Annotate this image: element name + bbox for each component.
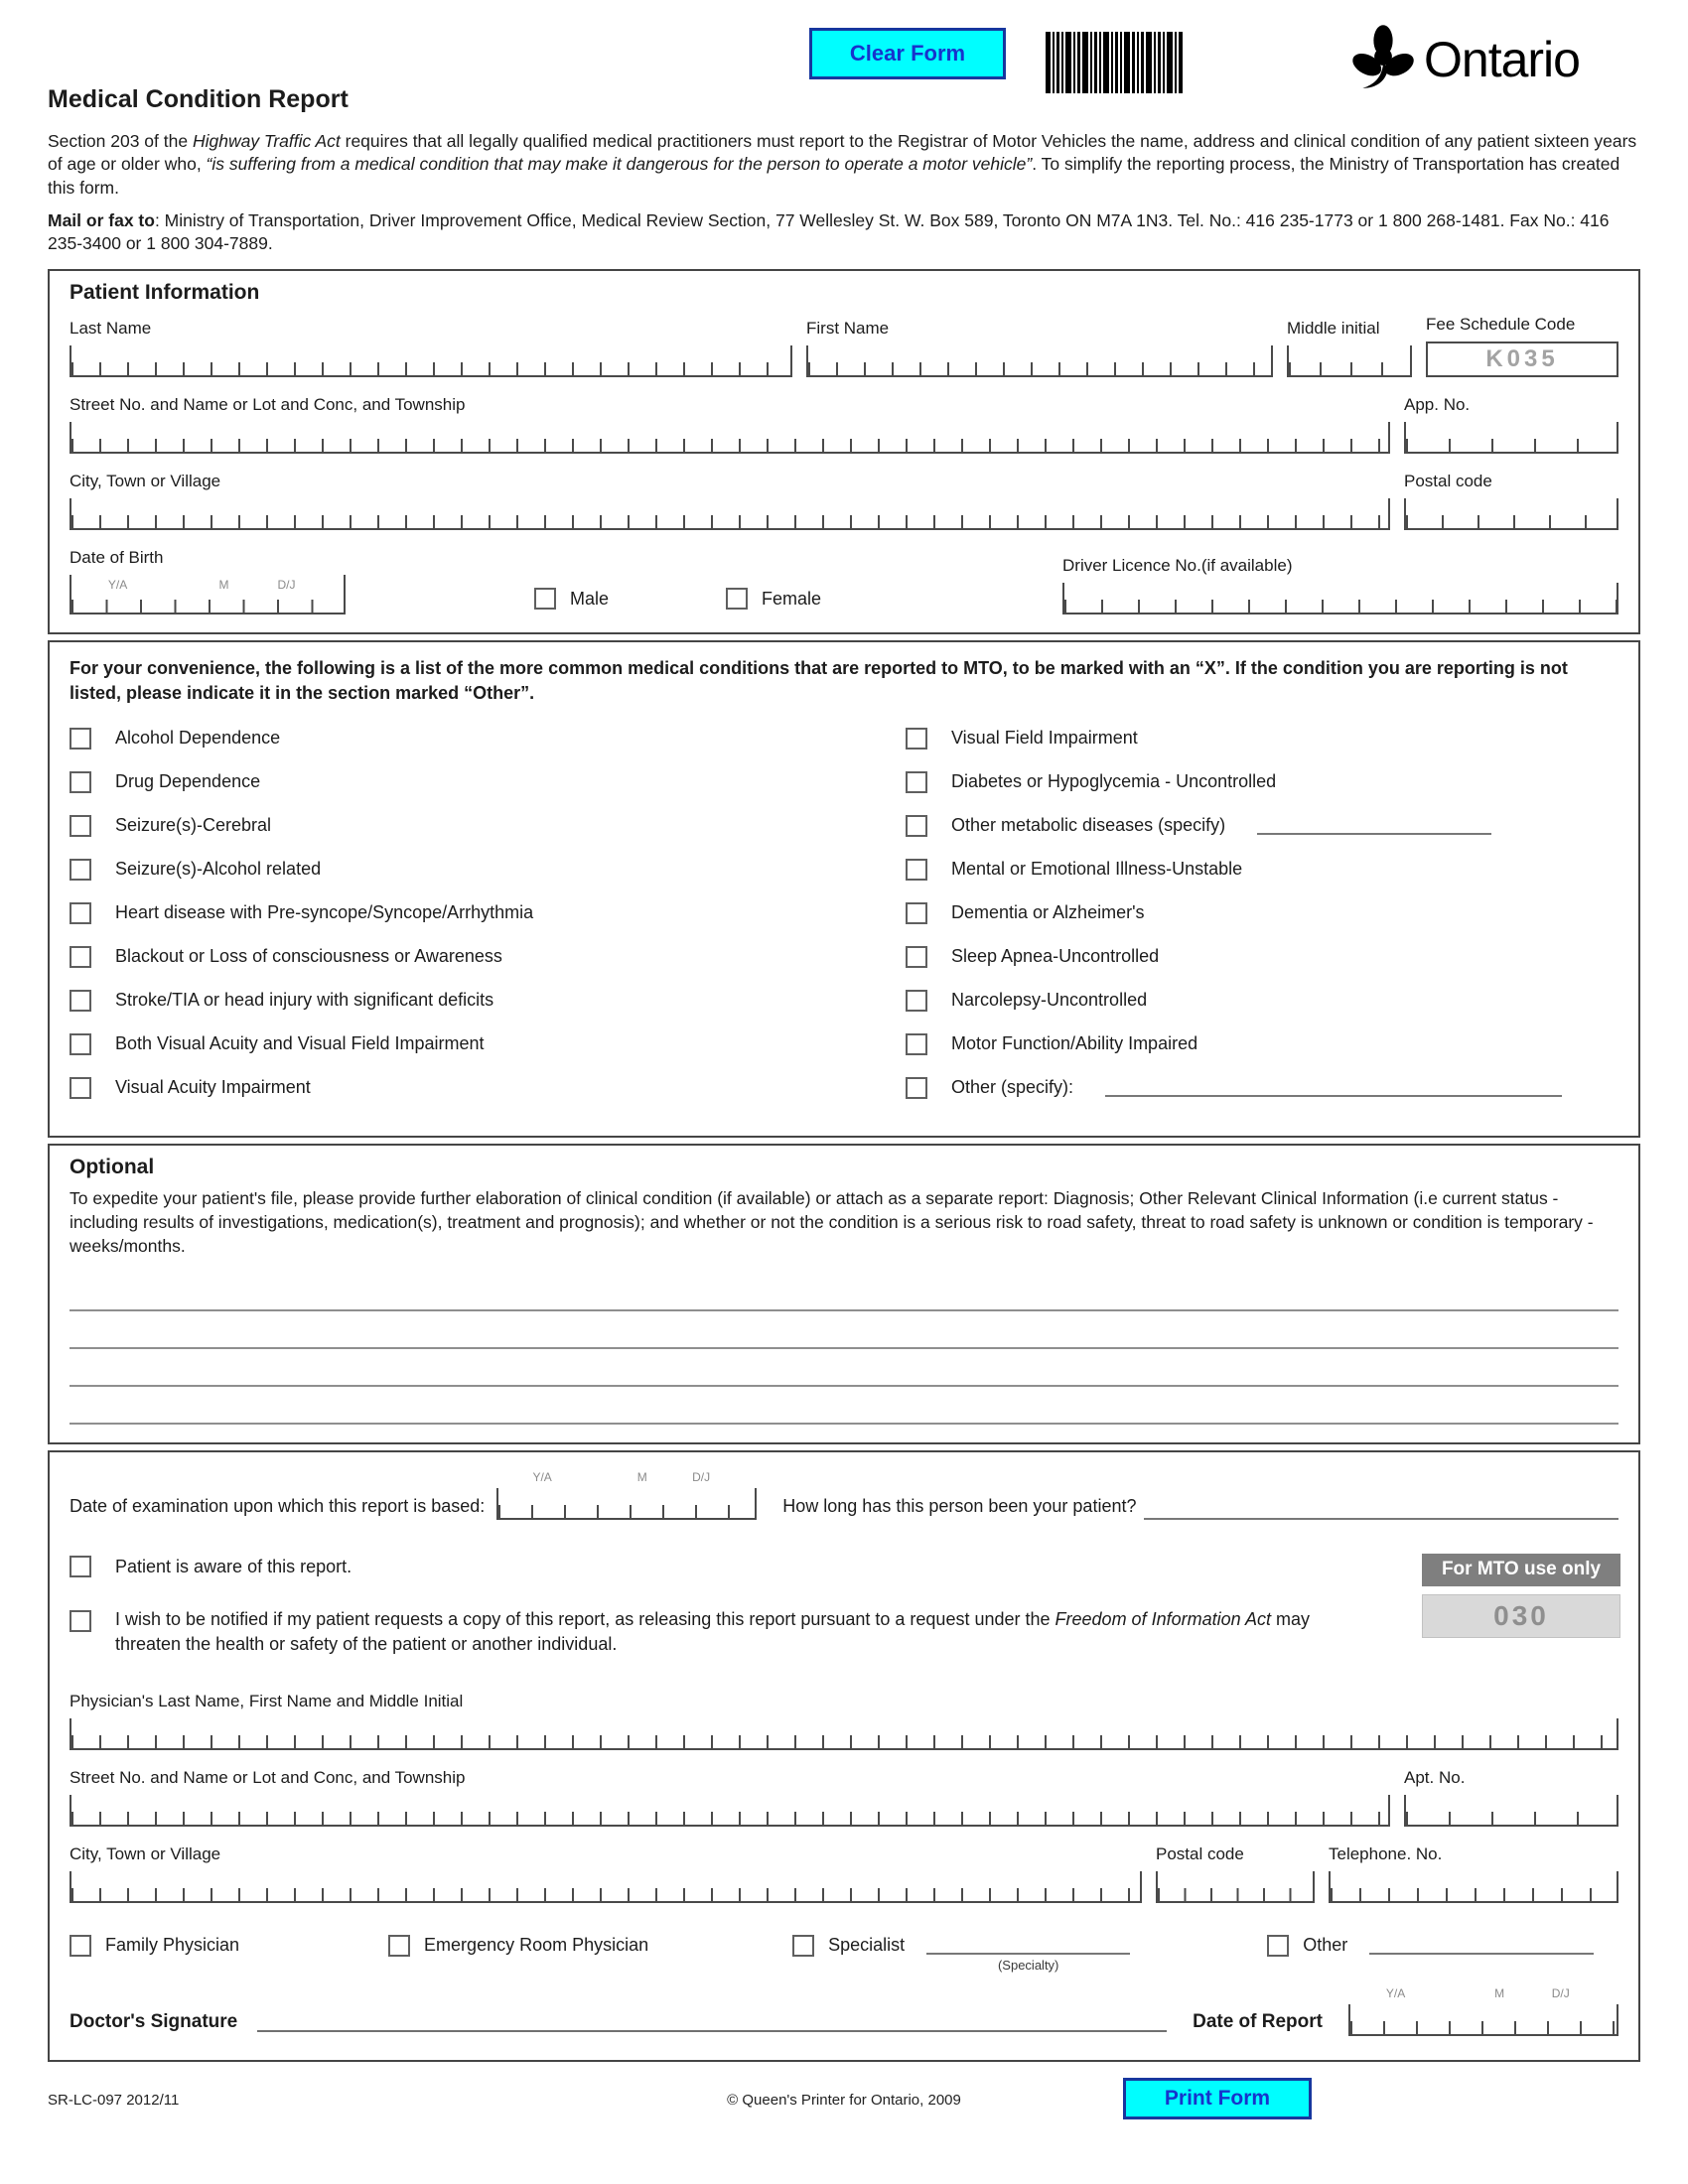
physician-type-row	[70, 1935, 1618, 1973]
mto-use-only-label: For MTO use only	[1422, 1554, 1620, 1585]
apt-no-input[interactable]	[1404, 1795, 1618, 1827]
condition-label: Other (specify):	[951, 1077, 1074, 1098]
physician-name-label: Physician's Last Name, First Name and Middle Initial	[70, 1691, 464, 1710]
report-day-unit-label: D/J	[1551, 1985, 1570, 2000]
condition-item	[70, 725, 906, 752]
optional-write-area	[70, 1274, 1618, 1425]
family-physician-checkbox[interactable]	[70, 1935, 91, 1957]
condition-label: Visual Acuity Impairment	[115, 1077, 311, 1098]
clear-form-button[interactable]: Clear Form	[809, 28, 1006, 79]
optional-write-line[interactable]	[70, 1349, 1618, 1387]
patient-street-label: Street No. and Name or Lot and Conc, and Township	[70, 395, 466, 415]
checkbox-sleep-apnea[interactable]	[906, 946, 927, 968]
date-of-report-label: Date of Report	[1193, 2010, 1323, 2032]
driver-licence-label: Driver Licence No.(if available)	[1062, 556, 1293, 576]
condition-label: Other metabolic diseases (specify)	[951, 815, 1226, 836]
how-long-label: How long has this person been your patient?	[782, 1496, 1137, 1517]
telephone-label: Telephone. No.	[1329, 1843, 1443, 1863]
condition-item	[906, 1030, 1618, 1058]
doctor-signature-line[interactable]	[257, 2010, 1167, 2032]
condition-item	[906, 899, 1618, 927]
checkbox-mental-emotional-illness[interactable]	[906, 859, 927, 881]
condition-label: Both Visual Acuity and Visual Field Impairment	[115, 1033, 485, 1054]
medical-conditions-section	[48, 640, 1640, 1138]
specialist-label: Specialist	[828, 1935, 906, 1956]
doctors-signature-label: Doctor's Signature	[70, 2010, 238, 2032]
physician-name-input[interactable]	[70, 1718, 1618, 1750]
patient-city-label: City, Town or Village	[70, 472, 221, 491]
other-metabolic-specify-line[interactable]	[1257, 817, 1491, 835]
condition-item	[906, 725, 1618, 752]
mail-or-fax-paragraph: Mail or fax to: Ministry of Transportation, Driver Improvement Office, Medical Review Section, 77 Wellesley St. W. Box 589, Toronto ON M7A 1N3. Tel. No.: 416 235-1773 or 1 800 268-1481. Fax No.: 416 235-3400 or 1 800 304-7889.	[48, 209, 1610, 254]
app-no-label: App. No.	[1404, 395, 1471, 415]
other-physician-checkbox[interactable]	[1267, 1935, 1289, 1957]
checkbox-blackout-loss-of-consciousness[interactable]	[70, 946, 91, 968]
last-name-label: Last Name	[70, 319, 152, 339]
checkbox-seizures-cerebral[interactable]	[70, 815, 91, 837]
checkbox-diabetes-hypoglycemia[interactable]	[906, 771, 927, 793]
emergency-room-physician-label: Emergency Room Physician	[424, 1935, 649, 1956]
conditions-intro: For your convenience, the following is a list of the more common medical conditions that are reported to MTO, to be marked with an “X”. If the condition you are reporting is not listed, please indicate it in the section marked “Other”.	[70, 658, 1568, 703]
condition-item	[70, 856, 906, 884]
notify-label: I wish to be notified if my patient requests a copy of this report, as releasing this report pursuant to a request under the Freedom of Information Act may threaten the health or safety of the patient or another individual.	[115, 1609, 1310, 1654]
signature-row	[70, 1985, 1618, 2036]
optional-write-line[interactable]	[70, 1274, 1618, 1311]
patient-information-section	[48, 269, 1640, 634]
patient-city-input[interactable]	[70, 498, 1390, 530]
optional-body: To expedite your patient's file, please provide further elaboration of clinical condition (if available) or attach as a separate report: Diagnosis; Other Relevant Clinical Information (i.e current status - including results of investigations, medication(s), treatment and prognosis); and whether or not the condition is a serious risk to road safety, threat to road safety is unknown or condition is temporary - weeks/months.	[70, 1187, 1594, 1256]
checkbox-alcohol-dependence[interactable]	[70, 728, 91, 750]
condition-label: Dementia or Alzheimer's	[951, 902, 1145, 923]
condition-label: Drug Dependence	[115, 771, 261, 792]
dob-year-unit-label: Y/A	[107, 578, 128, 593]
condition-item	[70, 943, 906, 971]
print-form-button[interactable]: Print Form	[1123, 2078, 1312, 2119]
first-name-input[interactable]	[806, 345, 1273, 377]
optional-write-line[interactable]	[70, 1311, 1618, 1349]
optional-section	[48, 1144, 1640, 1444]
date-of-birth-input[interactable]	[70, 575, 346, 614]
patient-aware-checkbox[interactable]	[70, 1556, 91, 1577]
exam-month-unit-label: M	[636, 1470, 647, 1485]
patient-information-heading: Patient Information	[70, 281, 260, 305]
family-physician-label: Family Physician	[105, 1935, 240, 1956]
patient-aware-label: Patient is aware of this report.	[115, 1556, 352, 1576]
first-name-label: First Name	[806, 319, 890, 339]
optional-write-line[interactable]	[70, 1387, 1618, 1425]
condition-label: Seizure(s)-Alcohol related	[115, 859, 322, 880]
dob-month-unit-label: M	[218, 578, 229, 593]
checkbox-other-metabolic-diseases[interactable]	[906, 815, 927, 837]
condition-label: Alcohol Dependence	[115, 728, 281, 749]
condition-label: Sleep Apnea-Uncontrolled	[951, 946, 1160, 967]
exam-date-label: Date of examination upon which this report is based:	[70, 1496, 486, 1517]
condition-label: Diabetes or Hypoglycemia - Uncontrolled	[951, 771, 1277, 792]
other-physician-label: Other	[1303, 1935, 1348, 1956]
physician-postal-input[interactable]	[1156, 1871, 1315, 1903]
checkbox-motor-function-impaired[interactable]	[906, 1033, 927, 1055]
checkbox-heart-disease-presyncope[interactable]	[70, 902, 91, 924]
checkbox-visual-acuity-impairment[interactable]	[70, 1077, 91, 1099]
driver-licence-input[interactable]	[1062, 583, 1618, 614]
condition-label: Mental or Emotional Illness-Unstable	[951, 859, 1243, 880]
emergency-room-physician-checkbox[interactable]	[388, 1935, 410, 1957]
condition-label: Motor Function/Ability Impaired	[951, 1033, 1198, 1054]
fee-schedule-code-box: K035	[1426, 341, 1618, 377]
checkbox-both-visual-acuity-and-field[interactable]	[70, 1033, 91, 1055]
intro-paragraph: Section 203 of the Highway Traffic Act requires that all legally qualified medical practitioners must report to the Registrar of Motor Vehicles the name, address and clinical condition of any patient sixteen years of age or older who, “is suffering from a medical condition that may make it dangerous for the person to operate a motor vehicle”. To simplify the reporting process, the Ministry of Transportation has created this form.	[48, 131, 1637, 198]
checkbox-drug-dependence[interactable]	[70, 771, 91, 793]
exam-date-input[interactable]	[496, 1470, 757, 1520]
patient-aware-row	[70, 1556, 1618, 1577]
footer	[48, 2078, 1640, 2129]
last-name-input[interactable]	[70, 345, 792, 377]
checkbox-stroke-tia-head-injury[interactable]	[70, 990, 91, 1012]
examination-physician-section	[48, 1450, 1640, 2062]
report-year-unit-label: Y/A	[1385, 1985, 1406, 2000]
form-title: Medical Condition Report	[48, 85, 349, 113]
mto-code-value: 030	[1422, 1594, 1620, 1638]
copyright-notice: © Queen's Printer for Ontario, 2009	[727, 2091, 961, 2109]
condition-item	[906, 768, 1618, 796]
condition-label: Blackout or Loss of consciousness or Awareness	[115, 946, 502, 967]
physician-city-input[interactable]	[70, 1871, 1142, 1903]
specialist-checkbox[interactable]	[792, 1935, 814, 1957]
condition-item	[906, 943, 1618, 971]
condition-item	[906, 1074, 1618, 1102]
condition-item	[906, 812, 1618, 840]
date-of-birth-label: Date of Birth	[70, 548, 164, 568]
report-date-input[interactable]	[1348, 1985, 1618, 2036]
apt-no-label: Apt. No.	[1404, 1767, 1466, 1787]
app-no-input[interactable]	[1404, 422, 1618, 454]
ontario-logo-text: Ontario	[1424, 32, 1580, 87]
dob-day-unit-label: D/J	[277, 578, 296, 593]
condition-label: Stroke/TIA or head injury with significant deficits	[115, 990, 494, 1011]
male-checkbox[interactable]	[534, 588, 556, 610]
notify-row	[70, 1607, 1618, 1656]
checkbox-seizures-alcohol-related[interactable]	[70, 859, 91, 881]
how-long-line[interactable]	[1144, 1500, 1618, 1520]
middle-initial-input[interactable]	[1287, 345, 1412, 377]
condition-label: Narcolepsy-Uncontrolled	[951, 990, 1148, 1011]
checkbox-narcolepsy[interactable]	[906, 990, 927, 1012]
checkbox-dementia-alzheimers[interactable]	[906, 902, 927, 924]
report-month-unit-label: M	[1494, 1985, 1505, 2000]
exam-day-unit-label: D/J	[692, 1470, 711, 1485]
form-number: SR-LC-097 2012/11	[48, 2091, 180, 2109]
checkbox-other-condition[interactable]	[906, 1077, 927, 1099]
male-label: Male	[570, 588, 610, 609]
ontario-trillium-icon	[1346, 17, 1420, 102]
checkbox-visual-field-impairment[interactable]	[906, 728, 927, 750]
condition-item	[70, 987, 906, 1015]
condition-label: Seizure(s)-Cerebral	[115, 815, 272, 836]
condition-label: Visual Field Impairment	[951, 728, 1138, 749]
middle-initial-label: Middle initial	[1287, 319, 1380, 339]
mto-use-only-box	[1422, 1554, 1620, 1637]
barcode-image	[1046, 32, 1185, 93]
physician-city-label: City, Town or Village	[70, 1843, 221, 1863]
physician-postal-label: Postal code	[1156, 1843, 1244, 1863]
ontario-logo	[1346, 12, 1580, 107]
patient-postal-label: Postal code	[1404, 472, 1492, 491]
patient-postal-input[interactable]	[1404, 498, 1618, 530]
physician-street-input[interactable]	[70, 1795, 1390, 1827]
condition-item	[70, 768, 906, 796]
female-label: Female	[762, 588, 822, 609]
specialty-sub-label: (Specialty)	[997, 1957, 1059, 1973]
condition-item	[70, 1074, 906, 1102]
telephone-input[interactable]	[1329, 1871, 1618, 1903]
physician-street-label: Street No. and Name or Lot and Conc, and Township	[70, 1767, 466, 1787]
condition-item	[70, 899, 906, 927]
barcode	[1046, 32, 1185, 93]
specialty-line[interactable]	[926, 1937, 1130, 1973]
notify-checkbox[interactable]	[70, 1610, 91, 1632]
patient-street-input[interactable]	[70, 422, 1390, 454]
female-checkbox[interactable]	[726, 588, 748, 610]
other-physician-line[interactable]	[1369, 1937, 1594, 1955]
condition-item	[70, 812, 906, 840]
exam-year-unit-label: Y/A	[532, 1470, 552, 1485]
condition-item	[906, 856, 1618, 884]
other-condition-specify-line[interactable]	[1105, 1079, 1562, 1097]
condition-item	[70, 1030, 906, 1058]
fee-schedule-code-label: Fee Schedule Code	[1426, 315, 1576, 335]
condition-item	[906, 987, 1618, 1015]
condition-label: Heart disease with Pre-syncope/Syncope/Arrhythmia	[115, 902, 534, 923]
optional-heading: Optional	[70, 1155, 155, 1178]
